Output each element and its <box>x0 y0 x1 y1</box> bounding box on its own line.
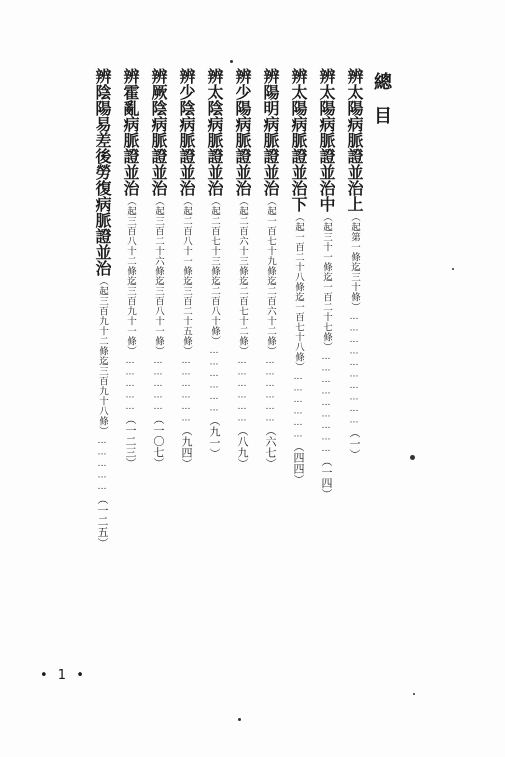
toc-entry <box>340 68 362 460</box>
dot-leader: ………………………… <box>349 312 359 427</box>
scan-speck <box>413 693 415 695</box>
toc-entry <box>200 68 222 459</box>
toc-entry <box>172 68 194 469</box>
dot-leader: …………… <box>97 436 107 494</box>
clause-range: （起三百九十二條迄三百九十八條） <box>97 276 108 436</box>
dot-leader: ……………… <box>293 372 303 441</box>
clause-range: （起二百七十三條迄二百八十條） <box>209 196 220 346</box>
page-reference: （一二三） <box>124 413 137 469</box>
dot-leader: ……………… <box>265 356 275 425</box>
scan-speck <box>410 455 415 460</box>
clause-range: （起三百二十六條迄三百八十一條） <box>153 196 164 356</box>
clause-range: （起二百六十三條迄二百七十二條） <box>237 196 248 356</box>
chapter-heading: 辨霍亂病脈證並治 <box>121 68 140 196</box>
clause-range: （起二百八十一條迄三百二十五條） <box>181 196 192 356</box>
clause-range: （起第一條迄三十條） <box>349 212 360 312</box>
chapter-heading: 辨太陽病脈證並治上 <box>345 68 364 212</box>
chapter-heading: 辨陽明病脈證並治 <box>261 68 280 196</box>
clause-range: （起三十一條迄一百二十七條） <box>321 212 332 352</box>
toc-entry <box>312 68 334 500</box>
chapter-heading: 辨少陰病脈證並治 <box>177 68 196 196</box>
toc-entry <box>256 68 278 469</box>
page-reference: （一〇七） <box>152 413 165 469</box>
chapter-heading: 辨太陽病脈證並治下 <box>289 68 308 212</box>
toc-entry <box>228 68 250 469</box>
dot-leader: …………… <box>153 356 163 414</box>
scan-speck <box>452 268 454 270</box>
scan-speck <box>230 60 233 63</box>
page-reference: （六七） <box>264 425 277 469</box>
page-reference: （一） <box>348 427 361 460</box>
dot-leader: ……………… <box>209 346 219 415</box>
page-reference: （八九） <box>236 425 249 469</box>
page-reference: （一二五） <box>96 493 109 549</box>
page-title: 總目 <box>371 72 392 140</box>
dot-leader: ……………………… <box>321 352 331 456</box>
toc-entry <box>116 68 138 469</box>
toc-entry <box>88 68 110 549</box>
dot-leader: …………… <box>125 356 135 414</box>
page-reference: （一四） <box>320 455 333 500</box>
chapter-heading: 辨厥陰病脈證並治 <box>149 68 168 196</box>
chapter-heading: 辨少陽病脈證並治 <box>233 68 252 196</box>
dot-leader: ……………… <box>237 356 247 425</box>
page-reference: （四四） <box>292 441 305 485</box>
dot-leader: ……………… <box>181 356 191 425</box>
toc-entry <box>284 68 306 485</box>
clause-range: （起三百八十二條迄三百九十一條） <box>125 196 136 356</box>
chapter-heading: 辨陰陽易差後勞復病脈證並治 <box>93 68 112 276</box>
page-number: • 1 • <box>40 668 87 683</box>
clause-range: （起一百二十八條迄一百七十八條） <box>293 212 304 372</box>
page-reference: （九四） <box>180 425 193 469</box>
chapter-heading: 辨太陽病脈證並治中 <box>317 68 336 212</box>
chapter-heading: 辨太陰病脈證並治 <box>205 68 224 196</box>
page-reference: （九一） <box>208 415 221 459</box>
scan-speck <box>238 718 241 721</box>
toc-entry <box>144 68 166 469</box>
clause-range: （起一百七十九條迄二百六十二條） <box>265 196 276 356</box>
